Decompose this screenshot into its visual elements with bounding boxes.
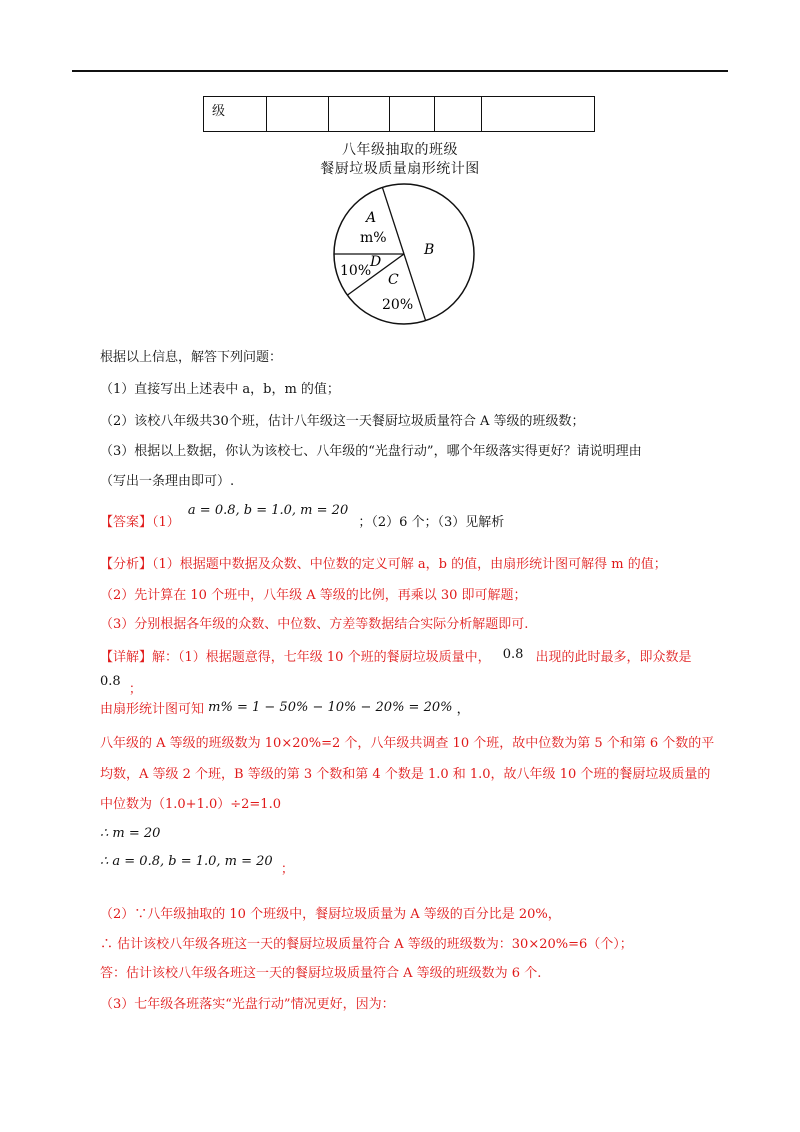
- detail-part2-line-2: ∴ 估计该校八年级各班这一天的餐厨垃圾质量符合 A 等级的班级数为：30×20%=6（个）；: [100, 937, 633, 952]
- question-3-line-1: （3）根据以上数据，你认为该校七、八年级的“光盘行动”，哪个年级落实得更好？请说明理由: [100, 444, 642, 459]
- detail-line-2-tail: ；: [128, 682, 142, 697]
- table-cell: [434, 97, 481, 132]
- answer-formula: a = 0.8, b = 1.0, m = 20: [187, 503, 349, 518]
- slice-label-B: B: [424, 242, 435, 258]
- slice-label-D: D: [370, 254, 382, 270]
- table-cell: [390, 97, 435, 132]
- table-row-label: 级: [204, 97, 267, 132]
- chart-subtitle: 餐厨垃圾质量扇形统计图: [320, 161, 480, 177]
- table-cell: [328, 97, 389, 132]
- question-3-line-2: （写出一条理由即可）.: [100, 474, 235, 489]
- table-cell: [267, 97, 328, 132]
- detail-line-2: [100, 672, 142, 697]
- detail-mode-value: 0.8: [502, 647, 524, 662]
- detail-line-6: 中位数为（1.0+1.0）÷2=1.0: [100, 797, 281, 812]
- analysis-line-1: 【分析】（1）根据题中数据及众数、中位数的定义可解 a，b 的值，由扇形统计图可解得 m 的值；: [100, 557, 667, 572]
- slice-value-D: 10%: [340, 263, 372, 279]
- intro-text: 根据以上信息，解答下列问题：: [100, 350, 283, 365]
- detail-line-7: ∴ m = 20: [100, 826, 161, 841]
- detail-part2-line-1: （2）∵八年级抽取的 10 个班级中，餐厨垃圾质量为 A 等级的百分比是 20%，: [100, 907, 561, 922]
- detail-line-5: 均数，A 等级 2 个班，B 等级的第 3 个数和第 4 个数是 1.0 和 1.0，故八年级 10 个班的餐厨垃圾质量的: [100, 767, 711, 782]
- detail-line-8-formula: ∴ a = 0.8, b = 1.0, m = 20: [100, 854, 273, 869]
- grade-table: [203, 96, 595, 132]
- analysis-line-2: （2）先计算在 10 个班中，八年级 A 等级的比例，再乘以 30 即可解题；: [100, 588, 527, 603]
- detail-m-formula: m% = 1 − 50% − 10% − 20% = 20%: [208, 700, 453, 715]
- table-row: [204, 97, 595, 132]
- chart-title: 八年级抽取的班级: [342, 142, 458, 158]
- question-1: （1）直接写出上述表中 a，b，m 的值；: [100, 382, 340, 397]
- analysis-line-3: （3）分别根据各年级的众数、中位数、方差等数据结合实际分析解题即可.: [100, 617, 529, 632]
- detail-line-3: [100, 700, 470, 720]
- detail-part2-line-3: 答：估计该校八年级各班这一天的餐厨垃圾质量符合 A 等级的班级数为 6 个.: [100, 966, 542, 981]
- detail-line-3-tail: ，: [456, 702, 470, 717]
- header-rule: [72, 70, 728, 72]
- detail-mode-value-2: 0.8: [100, 674, 121, 689]
- slice-label-A: A: [366, 210, 377, 226]
- detail-line-1-tail: 出现的此时最多，即众数是: [535, 650, 692, 665]
- answer-line: [100, 503, 505, 533]
- question-2: （2）该校八年级共30个班，估计八年级这一天餐厨垃圾质量符合 A 等级的班级数；: [100, 414, 585, 429]
- answer-rest: ；（2）6 个；（3）见解析: [358, 515, 505, 530]
- detail-line-3-pre: 由扇形统计图可知: [100, 702, 205, 717]
- pie-chart: [320, 180, 490, 330]
- detail-line-1-text: 【详解】解：（1）根据题意得，七年级 10 个班的餐厨垃圾质量中，: [100, 650, 491, 665]
- slice-value-C: 20%: [382, 297, 414, 313]
- table-cell: [481, 97, 594, 132]
- answer-label: 【答案】（1）: [100, 515, 180, 530]
- detail-line-8-tail: ；: [280, 862, 294, 877]
- detail-line-4: 八年级的 A 等级的班级数为 10×20%=2 个，八年级共调查 10 个班，故中位数为第 5 个和第 6 个数的平: [100, 736, 715, 751]
- slice-label-C: C: [388, 272, 399, 288]
- slice-value-A: m%: [360, 230, 387, 246]
- detail-line-8: [100, 852, 294, 877]
- detail-line-1: [100, 648, 692, 668]
- detail-part3-line-1: （3）七年级各班落实“光盘行动”情况更好，因为：: [100, 997, 395, 1012]
